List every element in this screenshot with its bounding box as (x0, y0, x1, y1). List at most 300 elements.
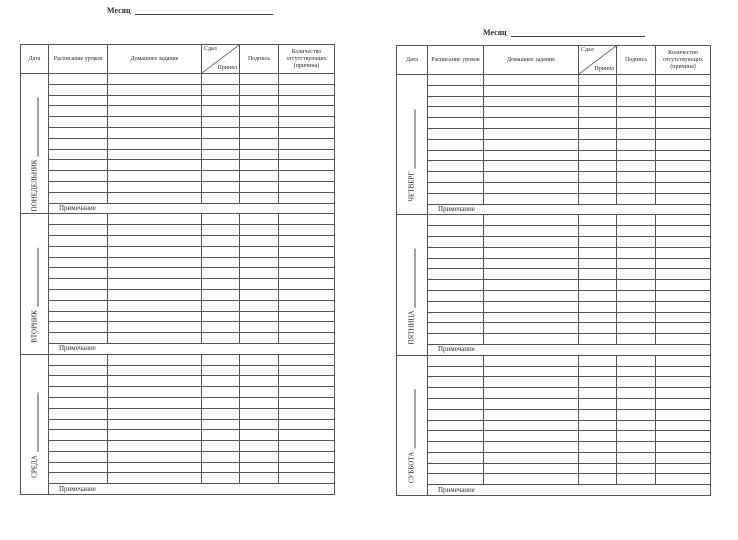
homework-cell[interactable] (108, 279, 202, 290)
schedule-cell[interactable] (428, 420, 484, 431)
schedule-cell[interactable] (428, 193, 484, 204)
homework-cell[interactable] (108, 117, 202, 128)
absences-cell[interactable] (279, 473, 335, 484)
absences-cell[interactable] (279, 127, 335, 138)
submitted-cell[interactable] (202, 214, 240, 225)
schedule-cell[interactable] (428, 172, 484, 183)
submitted-cell[interactable] (579, 193, 617, 204)
absences-cell[interactable] (279, 149, 335, 160)
absences-cell[interactable] (656, 398, 711, 409)
schedule-cell[interactable] (428, 269, 484, 280)
signature-cell[interactable] (617, 290, 656, 301)
homework-cell[interactable] (484, 75, 579, 86)
note-cell[interactable]: Примечание (49, 203, 335, 214)
signature-cell[interactable] (617, 398, 656, 409)
submitted-cell[interactable] (202, 171, 240, 182)
homework-cell[interactable] (484, 474, 579, 485)
signature-cell[interactable] (240, 289, 279, 300)
signature-cell[interactable] (617, 377, 656, 388)
submitted-cell[interactable] (202, 117, 240, 128)
homework-cell[interactable] (108, 171, 202, 182)
schedule-cell[interactable] (428, 366, 484, 377)
signature-cell[interactable] (240, 138, 279, 149)
submitted-cell[interactable] (579, 139, 617, 150)
submitted-cell[interactable] (202, 408, 240, 419)
signature-cell[interactable] (240, 192, 279, 203)
signature-cell[interactable] (240, 127, 279, 138)
submitted-cell[interactable] (202, 322, 240, 333)
homework-cell[interactable] (484, 355, 579, 366)
schedule-cell[interactable] (49, 365, 108, 376)
signature-cell[interactable] (240, 408, 279, 419)
signature-cell[interactable] (617, 128, 656, 139)
month-blank-line[interactable] (135, 7, 273, 15)
submitted-cell[interactable] (202, 397, 240, 408)
schedule-cell[interactable] (49, 225, 108, 236)
absences-cell[interactable] (279, 300, 335, 311)
signature-cell[interactable] (617, 107, 656, 118)
submitted-cell[interactable] (202, 311, 240, 322)
schedule-cell[interactable] (49, 376, 108, 387)
schedule-cell[interactable] (428, 226, 484, 237)
homework-cell[interactable] (108, 473, 202, 484)
schedule-cell[interactable] (428, 150, 484, 161)
absences-cell[interactable] (279, 462, 335, 473)
schedule-cell[interactable] (49, 279, 108, 290)
signature-cell[interactable] (617, 139, 656, 150)
submitted-cell[interactable] (202, 387, 240, 398)
homework-cell[interactable] (108, 138, 202, 149)
absences-cell[interactable] (656, 269, 711, 280)
schedule-cell[interactable] (49, 268, 108, 279)
absences-cell[interactable] (656, 474, 711, 485)
schedule-cell[interactable] (428, 442, 484, 453)
homework-cell[interactable] (108, 181, 202, 192)
absences-cell[interactable] (279, 311, 335, 322)
signature-cell[interactable] (240, 397, 279, 408)
absences-cell[interactable] (656, 334, 711, 345)
schedule-cell[interactable] (49, 214, 108, 225)
homework-cell[interactable] (484, 172, 579, 183)
absences-cell[interactable] (656, 431, 711, 442)
note-cell[interactable]: Примечание (428, 204, 711, 215)
absences-cell[interactable] (279, 171, 335, 182)
submitted-cell[interactable] (579, 247, 617, 258)
absences-cell[interactable] (656, 150, 711, 161)
schedule-cell[interactable] (49, 333, 108, 344)
submitted-cell[interactable] (579, 75, 617, 86)
homework-cell[interactable] (484, 334, 579, 345)
signature-cell[interactable] (617, 75, 656, 86)
homework-cell[interactable] (108, 246, 202, 257)
submitted-cell[interactable] (579, 236, 617, 247)
submitted-cell[interactable] (579, 96, 617, 107)
homework-cell[interactable] (484, 420, 579, 431)
schedule-cell[interactable] (428, 377, 484, 388)
absences-cell[interactable] (279, 138, 335, 149)
schedule-cell[interactable] (49, 246, 108, 257)
absences-cell[interactable] (656, 236, 711, 247)
homework-cell[interactable] (484, 85, 579, 96)
submitted-cell[interactable] (579, 409, 617, 420)
absences-cell[interactable] (279, 419, 335, 430)
homework-cell[interactable] (484, 107, 579, 118)
schedule-cell[interactable] (428, 452, 484, 463)
absences-cell[interactable] (279, 451, 335, 462)
signature-cell[interactable] (240, 365, 279, 376)
absences-cell[interactable] (656, 452, 711, 463)
submitted-cell[interactable] (202, 473, 240, 484)
homework-cell[interactable] (108, 149, 202, 160)
homework-cell[interactable] (484, 290, 579, 301)
homework-cell[interactable] (108, 365, 202, 376)
schedule-cell[interactable] (428, 312, 484, 323)
schedule-cell[interactable] (428, 474, 484, 485)
schedule-cell[interactable] (428, 96, 484, 107)
submitted-cell[interactable] (202, 246, 240, 257)
signature-cell[interactable] (240, 300, 279, 311)
schedule-cell[interactable] (428, 409, 484, 420)
submitted-cell[interactable] (202, 235, 240, 246)
signature-cell[interactable] (240, 95, 279, 106)
schedule-cell[interactable] (49, 419, 108, 430)
schedule-cell[interactable] (49, 257, 108, 268)
signature-cell[interactable] (240, 106, 279, 117)
signature-cell[interactable] (617, 161, 656, 172)
absences-cell[interactable] (656, 182, 711, 193)
submitted-cell[interactable] (202, 354, 240, 365)
submitted-cell[interactable] (579, 452, 617, 463)
homework-cell[interactable] (484, 182, 579, 193)
absences-cell[interactable] (279, 181, 335, 192)
schedule-cell[interactable] (428, 182, 484, 193)
absences-cell[interactable] (279, 235, 335, 246)
homework-cell[interactable] (484, 377, 579, 388)
absences-cell[interactable] (656, 442, 711, 453)
submitted-cell[interactable] (579, 226, 617, 237)
homework-cell[interactable] (484, 139, 579, 150)
signature-cell[interactable] (240, 473, 279, 484)
homework-cell[interactable] (108, 95, 202, 106)
signature-cell[interactable] (617, 388, 656, 399)
homework-cell[interactable] (484, 247, 579, 258)
homework-cell[interactable] (108, 322, 202, 333)
signature-cell[interactable] (617, 215, 656, 226)
schedule-cell[interactable] (428, 334, 484, 345)
schedule-cell[interactable] (49, 289, 108, 300)
schedule-cell[interactable] (428, 258, 484, 269)
absences-cell[interactable] (279, 397, 335, 408)
homework-cell[interactable] (484, 96, 579, 107)
absences-cell[interactable] (279, 279, 335, 290)
day-date-cell[interactable] (21, 214, 49, 354)
submitted-cell[interactable] (579, 301, 617, 312)
homework-cell[interactable] (108, 268, 202, 279)
homework-cell[interactable] (108, 387, 202, 398)
submitted-cell[interactable] (202, 300, 240, 311)
signature-cell[interactable] (617, 463, 656, 474)
signature-cell[interactable] (240, 74, 279, 85)
absences-cell[interactable] (279, 192, 335, 203)
submitted-cell[interactable] (579, 388, 617, 399)
signature-cell[interactable] (617, 172, 656, 183)
absences-cell[interactable] (656, 128, 711, 139)
homework-cell[interactable] (108, 257, 202, 268)
schedule-cell[interactable] (49, 430, 108, 441)
submitted-cell[interactable] (579, 290, 617, 301)
absences-cell[interactable] (279, 289, 335, 300)
homework-cell[interactable] (484, 269, 579, 280)
homework-cell[interactable] (108, 235, 202, 246)
schedule-cell[interactable] (428, 463, 484, 474)
homework-cell[interactable] (484, 118, 579, 129)
schedule-cell[interactable] (428, 290, 484, 301)
submitted-cell[interactable] (579, 280, 617, 291)
submitted-cell[interactable] (579, 377, 617, 388)
signature-cell[interactable] (240, 441, 279, 452)
homework-cell[interactable] (108, 333, 202, 344)
homework-cell[interactable] (108, 225, 202, 236)
absences-cell[interactable] (656, 172, 711, 183)
homework-cell[interactable] (108, 430, 202, 441)
signature-cell[interactable] (240, 376, 279, 387)
schedule-cell[interactable] (49, 311, 108, 322)
schedule-cell[interactable] (428, 75, 484, 86)
homework-cell[interactable] (484, 215, 579, 226)
submitted-cell[interactable] (202, 462, 240, 473)
signature-cell[interactable] (240, 462, 279, 473)
schedule-cell[interactable] (49, 451, 108, 462)
schedule-cell[interactable] (428, 398, 484, 409)
absences-cell[interactable] (279, 257, 335, 268)
absences-cell[interactable] (279, 408, 335, 419)
signature-cell[interactable] (240, 117, 279, 128)
signature-cell[interactable] (617, 334, 656, 345)
signature-cell[interactable] (617, 301, 656, 312)
absences-cell[interactable] (656, 409, 711, 420)
absences-cell[interactable] (279, 246, 335, 257)
homework-cell[interactable] (484, 442, 579, 453)
submitted-cell[interactable] (202, 160, 240, 171)
absences-cell[interactable] (279, 84, 335, 95)
homework-cell[interactable] (484, 193, 579, 204)
absences-cell[interactable] (656, 420, 711, 431)
signature-cell[interactable] (617, 312, 656, 323)
absences-cell[interactable] (656, 215, 711, 226)
signature-cell[interactable] (240, 322, 279, 333)
absences-cell[interactable] (656, 280, 711, 291)
absences-cell[interactable] (656, 247, 711, 258)
signature-cell[interactable] (617, 474, 656, 485)
schedule-cell[interactable] (49, 149, 108, 160)
homework-cell[interactable] (484, 161, 579, 172)
schedule-cell[interactable] (428, 247, 484, 258)
schedule-cell[interactable] (49, 171, 108, 182)
day-date-cell[interactable] (21, 74, 49, 214)
absences-cell[interactable] (656, 377, 711, 388)
signature-cell[interactable] (617, 236, 656, 247)
signature-cell[interactable] (617, 150, 656, 161)
absences-cell[interactable] (279, 117, 335, 128)
schedule-cell[interactable] (49, 95, 108, 106)
homework-cell[interactable] (484, 409, 579, 420)
note-cell[interactable]: Примечание (428, 485, 711, 496)
absences-cell[interactable] (656, 366, 711, 377)
homework-cell[interactable] (108, 376, 202, 387)
absences-cell[interactable] (656, 355, 711, 366)
submitted-cell[interactable] (202, 376, 240, 387)
signature-cell[interactable] (240, 235, 279, 246)
day-date-cell[interactable] (397, 75, 428, 215)
submitted-cell[interactable] (202, 289, 240, 300)
note-cell[interactable]: Примечание (49, 484, 335, 495)
schedule-cell[interactable] (49, 106, 108, 117)
signature-cell[interactable] (240, 225, 279, 236)
signature-cell[interactable] (240, 84, 279, 95)
submitted-cell[interactable] (579, 172, 617, 183)
homework-cell[interactable] (484, 398, 579, 409)
submitted-cell[interactable] (579, 474, 617, 485)
signature-cell[interactable] (617, 96, 656, 107)
signature-cell[interactable] (617, 269, 656, 280)
homework-cell[interactable] (108, 192, 202, 203)
submitted-cell[interactable] (579, 334, 617, 345)
signature-cell[interactable] (240, 171, 279, 182)
submitted-cell[interactable] (202, 106, 240, 117)
signature-cell[interactable] (240, 354, 279, 365)
absences-cell[interactable] (279, 268, 335, 279)
homework-cell[interactable] (108, 160, 202, 171)
schedule-cell[interactable] (428, 215, 484, 226)
signature-cell[interactable] (617, 323, 656, 334)
absences-cell[interactable] (279, 387, 335, 398)
note-cell[interactable]: Примечание (428, 344, 711, 355)
submitted-cell[interactable] (202, 225, 240, 236)
absences-cell[interactable] (656, 258, 711, 269)
submitted-cell[interactable] (579, 182, 617, 193)
signature-cell[interactable] (617, 452, 656, 463)
homework-cell[interactable] (108, 462, 202, 473)
schedule-cell[interactable] (49, 192, 108, 203)
schedule-cell[interactable] (428, 355, 484, 366)
signature-cell[interactable] (240, 181, 279, 192)
absences-cell[interactable] (279, 106, 335, 117)
signature-cell[interactable] (617, 85, 656, 96)
schedule-cell[interactable] (428, 118, 484, 129)
absences-cell[interactable] (656, 301, 711, 312)
absences-cell[interactable] (656, 75, 711, 86)
absences-cell[interactable] (656, 388, 711, 399)
signature-cell[interactable] (240, 333, 279, 344)
schedule-cell[interactable] (49, 441, 108, 452)
homework-cell[interactable] (484, 280, 579, 291)
absences-cell[interactable] (279, 95, 335, 106)
schedule-cell[interactable] (428, 128, 484, 139)
homework-cell[interactable] (108, 408, 202, 419)
homework-cell[interactable] (108, 300, 202, 311)
submitted-cell[interactable] (579, 269, 617, 280)
schedule-cell[interactable] (428, 236, 484, 247)
submitted-cell[interactable] (202, 451, 240, 462)
submitted-cell[interactable] (579, 398, 617, 409)
submitted-cell[interactable] (579, 463, 617, 474)
submitted-cell[interactable] (202, 430, 240, 441)
homework-cell[interactable] (484, 226, 579, 237)
submitted-cell[interactable] (202, 419, 240, 430)
absences-cell[interactable] (656, 118, 711, 129)
signature-cell[interactable] (240, 279, 279, 290)
absences-cell[interactable] (656, 323, 711, 334)
submitted-cell[interactable] (579, 258, 617, 269)
submitted-cell[interactable] (579, 161, 617, 172)
schedule-cell[interactable] (49, 84, 108, 95)
signature-cell[interactable] (240, 311, 279, 322)
homework-cell[interactable] (484, 463, 579, 474)
schedule-cell[interactable] (49, 127, 108, 138)
submitted-cell[interactable] (202, 149, 240, 160)
homework-cell[interactable] (484, 236, 579, 247)
schedule-cell[interactable] (49, 408, 108, 419)
homework-cell[interactable] (108, 127, 202, 138)
signature-cell[interactable] (617, 258, 656, 269)
submitted-cell[interactable] (579, 420, 617, 431)
schedule-cell[interactable] (428, 85, 484, 96)
note-cell[interactable]: Примечание (49, 343, 335, 354)
signature-cell[interactable] (240, 268, 279, 279)
submitted-cell[interactable] (202, 279, 240, 290)
homework-cell[interactable] (108, 397, 202, 408)
absences-cell[interactable] (656, 226, 711, 237)
day-date-cell[interactable] (21, 354, 49, 494)
schedule-cell[interactable] (428, 107, 484, 118)
absences-cell[interactable] (656, 85, 711, 96)
homework-cell[interactable] (108, 311, 202, 322)
schedule-cell[interactable] (49, 181, 108, 192)
month-blank-line[interactable] (511, 29, 645, 37)
submitted-cell[interactable] (579, 442, 617, 453)
signature-cell[interactable] (617, 366, 656, 377)
signature-cell[interactable] (240, 214, 279, 225)
schedule-cell[interactable] (49, 387, 108, 398)
homework-cell[interactable] (484, 301, 579, 312)
absences-cell[interactable] (656, 161, 711, 172)
absences-cell[interactable] (656, 312, 711, 323)
submitted-cell[interactable] (202, 127, 240, 138)
signature-cell[interactable] (617, 118, 656, 129)
signature-cell[interactable] (617, 247, 656, 258)
signature-cell[interactable] (617, 226, 656, 237)
schedule-cell[interactable] (49, 300, 108, 311)
schedule-cell[interactable] (49, 473, 108, 484)
schedule-cell[interactable] (49, 322, 108, 333)
submitted-cell[interactable] (579, 85, 617, 96)
submitted-cell[interactable] (579, 366, 617, 377)
schedule-cell[interactable] (49, 354, 108, 365)
schedule-cell[interactable] (49, 138, 108, 149)
schedule-cell[interactable] (49, 462, 108, 473)
absences-cell[interactable] (279, 160, 335, 171)
absences-cell[interactable] (279, 354, 335, 365)
homework-cell[interactable] (484, 366, 579, 377)
schedule-cell[interactable] (428, 139, 484, 150)
signature-cell[interactable] (240, 430, 279, 441)
signature-cell[interactable] (240, 149, 279, 160)
submitted-cell[interactable] (579, 107, 617, 118)
submitted-cell[interactable] (579, 150, 617, 161)
submitted-cell[interactable] (202, 138, 240, 149)
homework-cell[interactable] (484, 452, 579, 463)
submitted-cell[interactable] (202, 74, 240, 85)
